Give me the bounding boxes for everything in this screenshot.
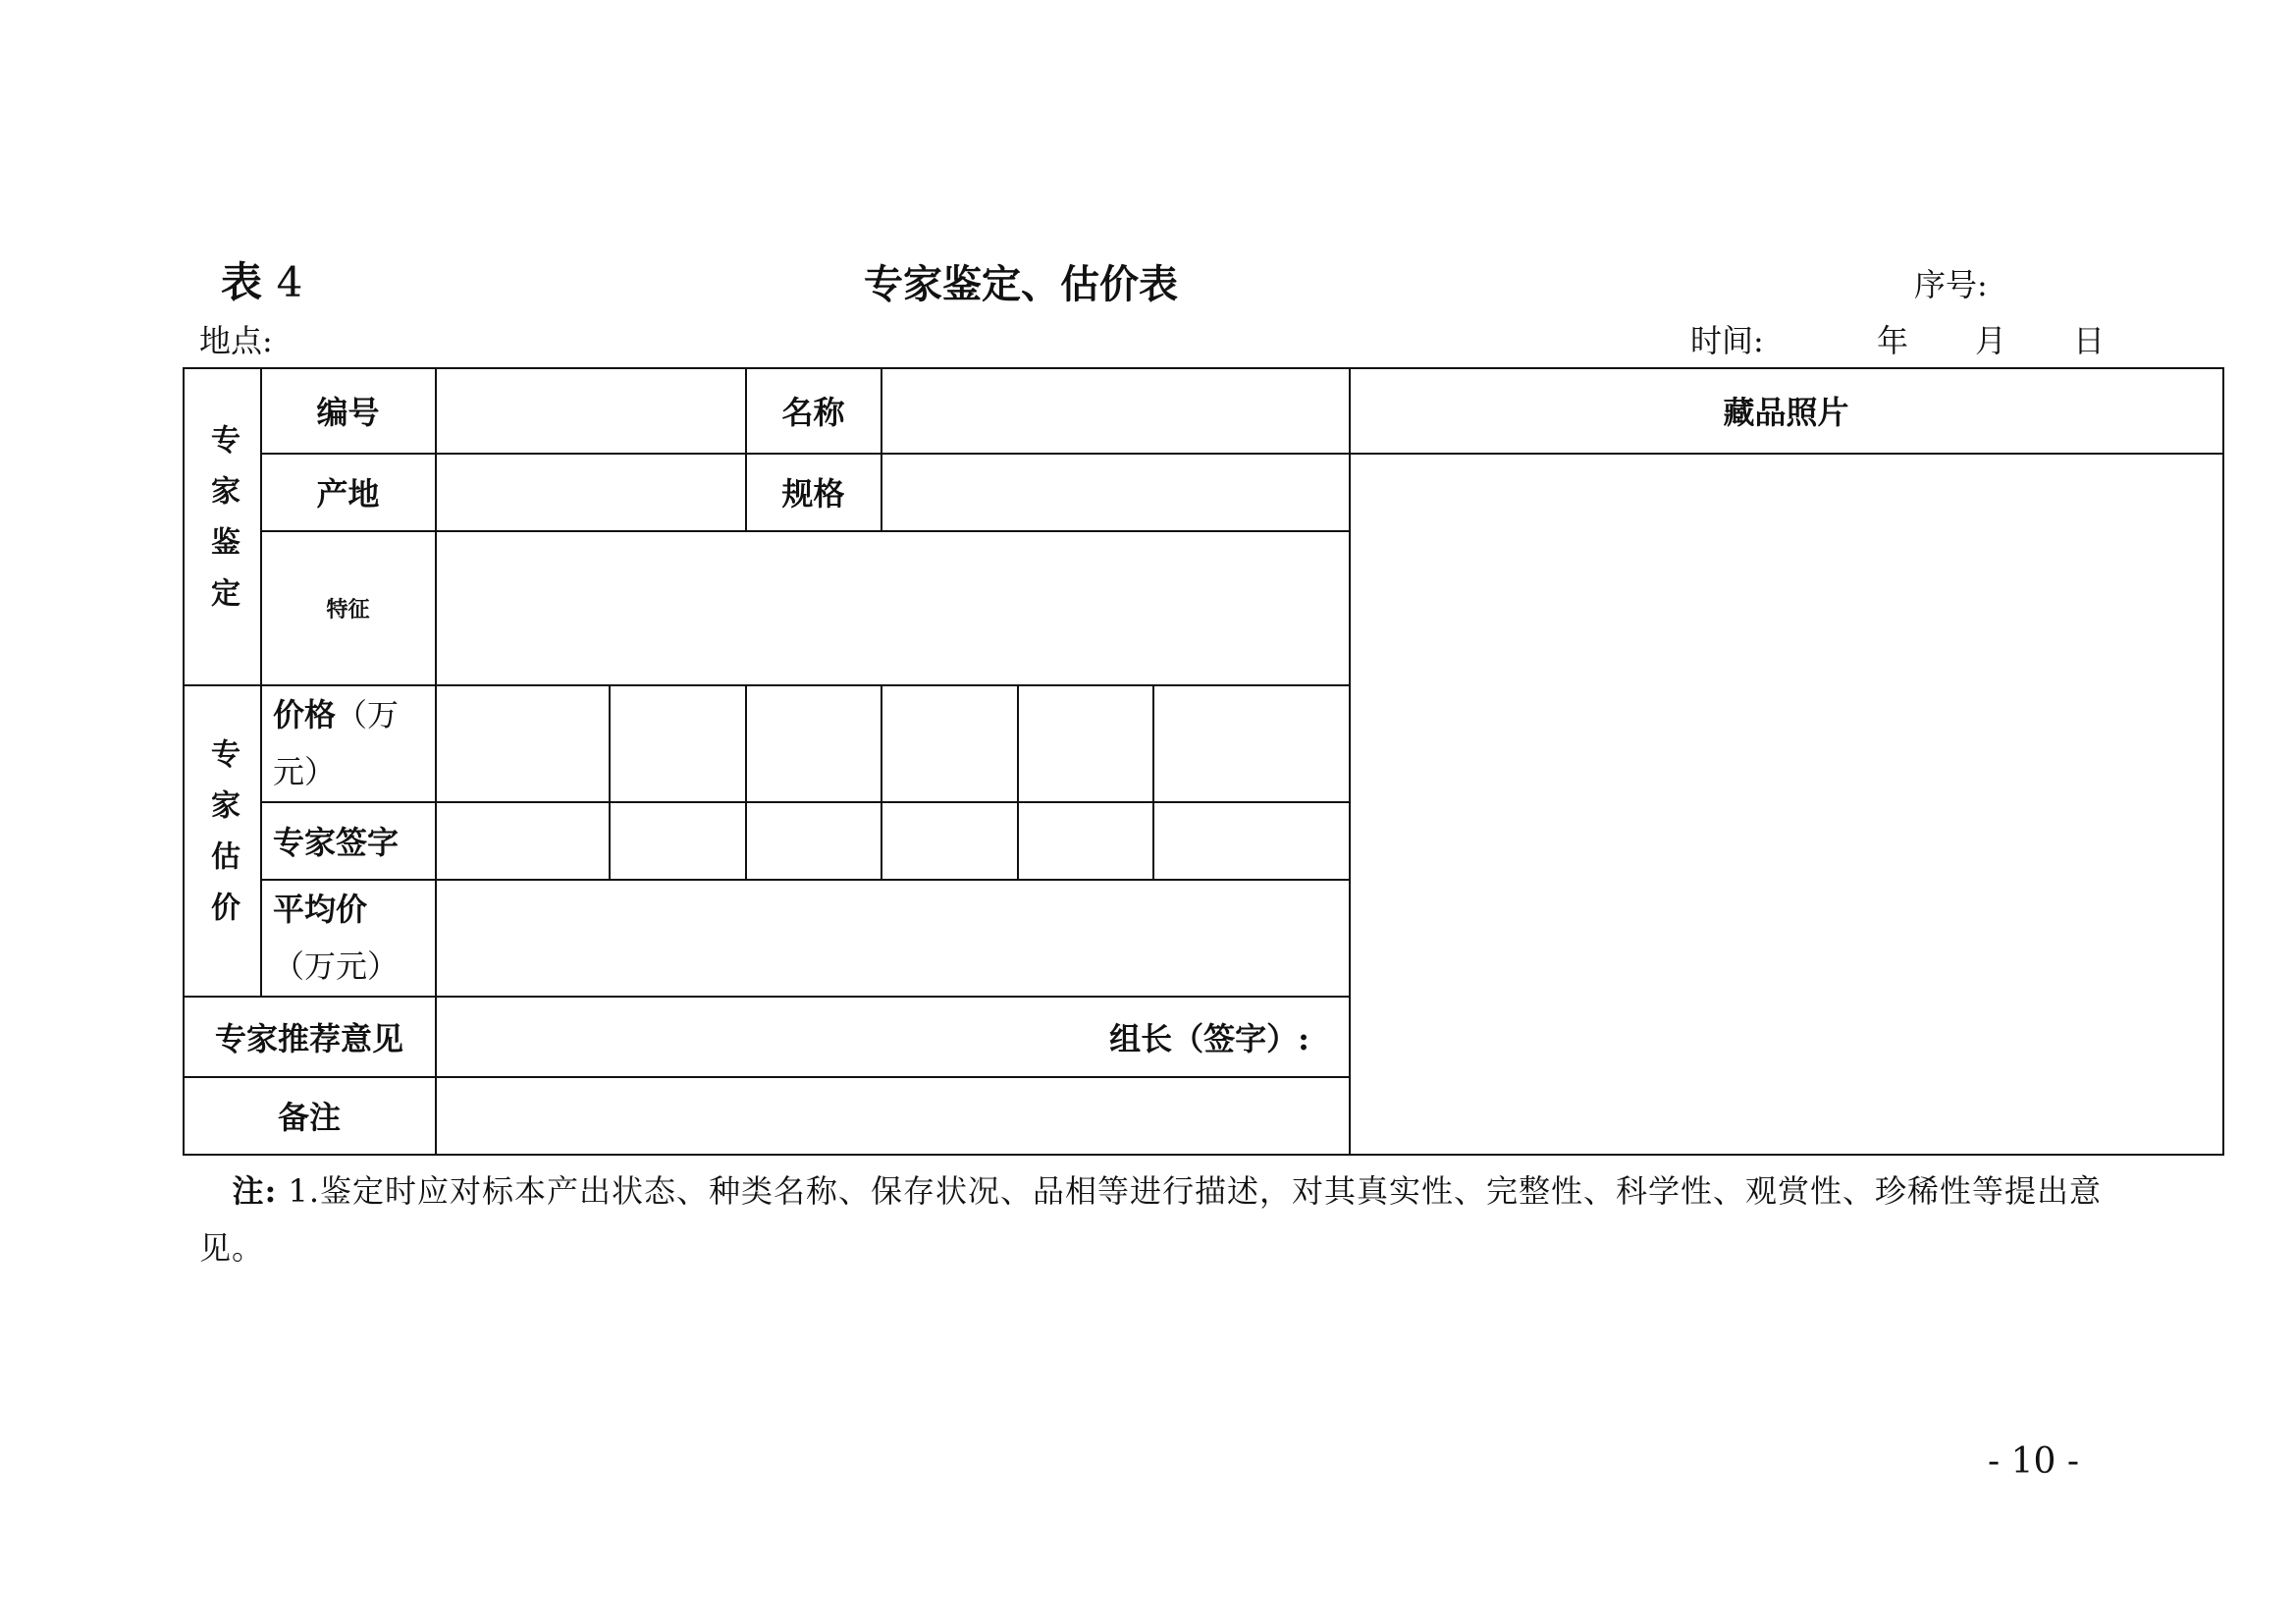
footnote-prefix: 注: <box>232 1172 278 1210</box>
average-price-label-block <box>273 881 399 995</box>
price-value-cell[interactable] <box>610 685 745 801</box>
section-appraisal-cell <box>184 368 260 684</box>
leader-signature-label: 组长（签字）: <box>1109 1019 1309 1057</box>
table-number: 4 <box>276 258 303 306</box>
time-label: 时间: <box>1690 322 1764 359</box>
average-price-label-cell <box>273 880 430 996</box>
price-value-cell[interactable] <box>746 685 881 801</box>
origin-label: 产地 <box>316 475 380 513</box>
expert-signature-cell[interactable] <box>1018 802 1152 879</box>
footnote <box>199 1163 2113 1276</box>
name-label-cell <box>746 368 881 453</box>
price-unit: （万元） <box>273 696 400 790</box>
photo-area[interactable] <box>1350 454 2222 1154</box>
price-value-cell[interactable] <box>1018 685 1152 801</box>
section-valuation-cell <box>184 685 260 996</box>
expert-signature-label-cell <box>273 802 435 879</box>
average-price-unit: （万元） <box>273 947 400 985</box>
origin-label-cell <box>261 454 435 530</box>
price-value-cell[interactable] <box>881 685 1017 801</box>
name-value-cell[interactable] <box>881 368 1349 453</box>
price-label-block <box>273 686 425 800</box>
photo-label-cell <box>1350 368 2222 453</box>
table-border-right <box>2222 367 2224 1156</box>
expert-signature-cell[interactable] <box>610 802 745 879</box>
remarks-label-cell <box>184 1077 435 1154</box>
expert-signature-cell[interactable] <box>881 802 1017 879</box>
average-price-value-cell[interactable] <box>436 880 1349 996</box>
recommendation-label-cell <box>184 997 435 1076</box>
table-border-bottom <box>183 1154 2224 1156</box>
number-value-cell[interactable] <box>436 368 745 453</box>
features-label: 特征 <box>326 596 370 623</box>
expert-signature-label: 专家签字 <box>273 824 400 861</box>
average-price-label: 平均价 <box>273 891 368 928</box>
origin-value-cell[interactable] <box>436 454 745 530</box>
table-label <box>221 250 302 309</box>
expert-signature-cell[interactable] <box>746 802 881 879</box>
spec-label-cell <box>746 454 881 530</box>
month-label: 月 <box>1975 322 2007 359</box>
remarks-value-cell[interactable] <box>436 1077 1349 1154</box>
table-label-text: 表 <box>221 258 263 306</box>
expert-signature-cell[interactable] <box>436 802 609 879</box>
spec-label: 规格 <box>781 475 845 513</box>
location-label: 地点: <box>199 322 273 359</box>
section-valuation-label: 专家估价 <box>205 738 240 943</box>
day-label: 日 <box>2073 322 2106 359</box>
spec-value-cell[interactable] <box>881 454 1349 530</box>
page-number: - 10 - <box>1988 1441 2080 1482</box>
photo-label: 藏品照片 <box>1723 394 1849 431</box>
section-appraisal-label: 专家鉴定 <box>205 424 240 628</box>
number-label-cell <box>261 368 435 453</box>
serial-number-label: 序号: <box>1914 266 1988 303</box>
number-label: 编号 <box>316 394 380 431</box>
price-value-cell[interactable] <box>436 685 609 801</box>
features-value-cell[interactable] <box>436 531 1349 684</box>
recommendation-label: 专家推荐意见 <box>214 1019 403 1057</box>
price-label-cell <box>273 685 425 801</box>
document-title: 专家鉴定、估价表 <box>864 262 1178 307</box>
footnote-text: 1.鉴定时应对标本产出状态、种类名称、保存状况、品相等进行描述，对其真实性、完整性、科学性、观赏性、珍稀性等提出意见。 <box>199 1172 2103 1267</box>
price-value-cell[interactable] <box>1153 685 1349 801</box>
features-label-cell <box>261 531 435 684</box>
recommendation-value-cell[interactable] <box>436 997 1309 1076</box>
name-label: 名称 <box>781 394 845 431</box>
price-label: 价格 <box>273 696 337 733</box>
expert-signature-cell[interactable] <box>1153 802 1349 879</box>
year-label: 年 <box>1877 322 1909 359</box>
remarks-label: 备注 <box>277 1099 341 1136</box>
